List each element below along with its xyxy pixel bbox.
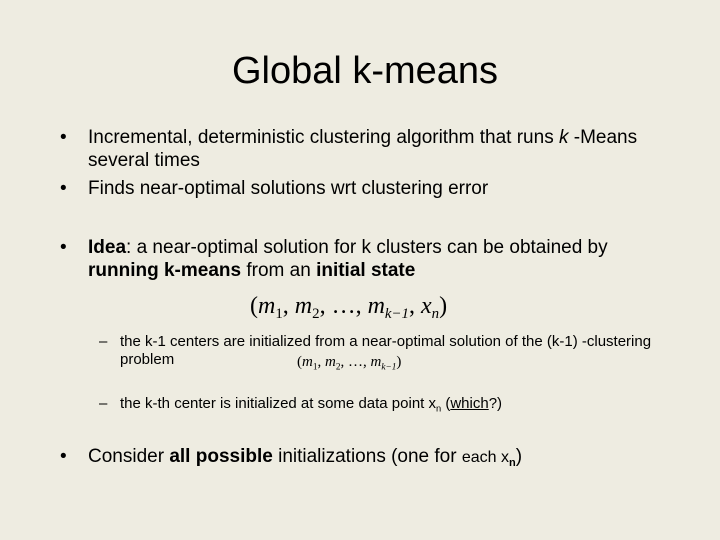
bullet-dot: • [60, 127, 67, 148]
previous-solution-formula: ($m_1$, $m_2$, …, $m_{k-1}$) [297, 354, 402, 373]
bullet-text: Idea: a near-optimal solution for k clusters can be obtained by running k-means from an initial state [88, 237, 608, 281]
bullet-idea [60, 236, 670, 282]
bullet-text: Finds near-optimal solutions wrt clustering error [88, 178, 489, 199]
bullet-dot: • [60, 237, 67, 258]
initial-state-formula: ($m_1$, $m_2$, …, $m_{k-1}$, $x_n$) [250, 293, 448, 323]
sub-bullet-dash: – [99, 333, 108, 350]
slide-title: Global k-means [231, 50, 499, 92]
sub-bullet-text: the k-1 centers are initialized from a near-optimal solution of the (k-1) -clustering problem [120, 333, 652, 368]
bullet-consider [60, 445, 670, 469]
bullet-text: Incremental, deterministic clustering algorithm that runs k -Means several times [88, 127, 638, 171]
sub-bullet-dash: – [99, 395, 108, 412]
bullet-dot: • [60, 178, 67, 199]
sub-bullet-kth-center [99, 395, 679, 413]
sub-bullet-text: the k-th center is initialized at some data point $x_n$ (which?) [120, 395, 503, 414]
bullet-dot: • [60, 446, 67, 467]
bullet-incremental [60, 126, 670, 172]
bullet-text: Consider all possible initializations (one for each $x_n$) [88, 446, 523, 469]
bullet-near-optimal [60, 177, 670, 200]
